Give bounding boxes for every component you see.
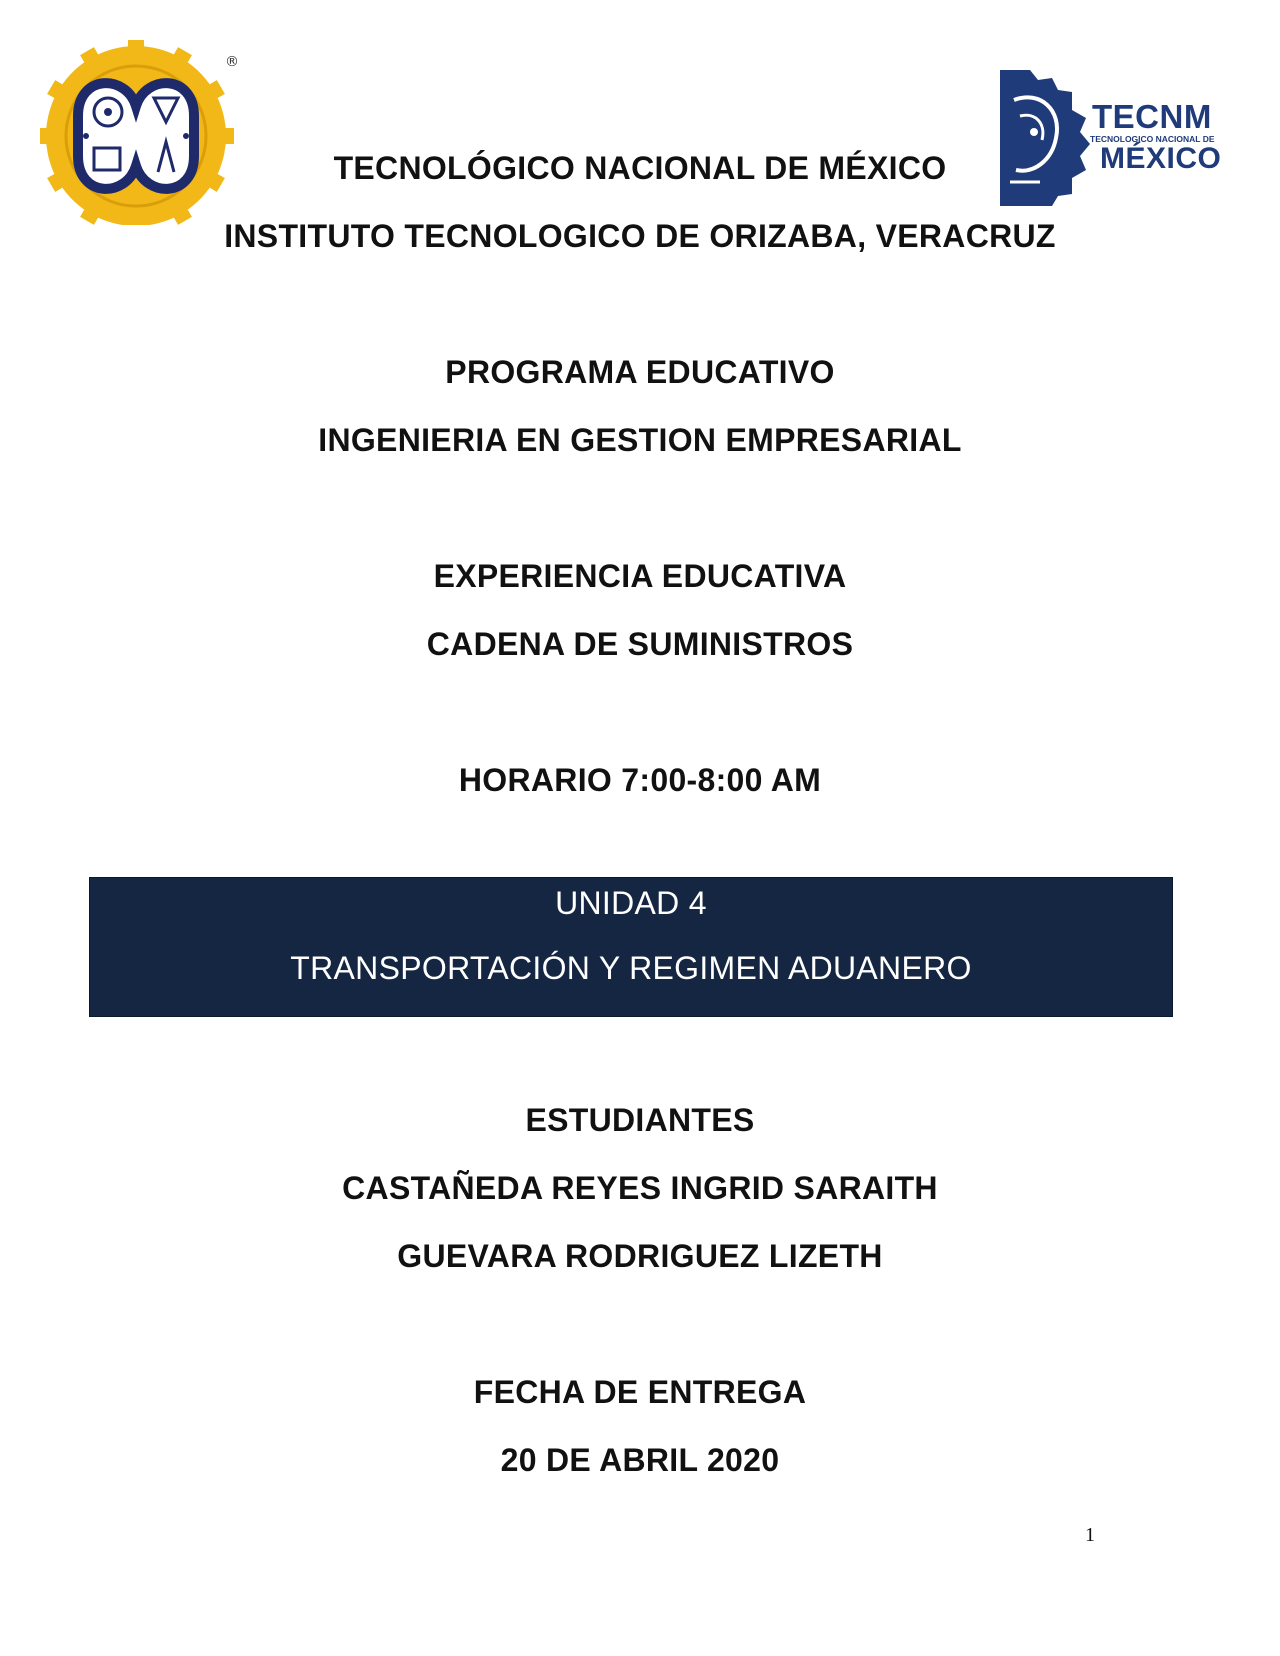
registered-mark: ® (225, 54, 239, 70)
delivery-label: FECHA DE ENTREGA (473, 1374, 807, 1410)
national-title: TECNOLÓGICO NACIONAL DE MÉXICO (333, 150, 947, 186)
unit-title: UNIDAD 4 (555, 885, 707, 921)
institute-title: INSTITUTO TECNOLOGICO DE ORIZABA, VERACRUZ (224, 218, 1056, 254)
schedule: HORARIO 7:00-8:00 AM (458, 762, 822, 798)
students-label: ESTUDIANTES (525, 1102, 755, 1138)
ito-gear-logo (40, 40, 240, 225)
program-value: INGENIERIA EN GESTION EMPRESARIAL (318, 422, 962, 458)
student-name: GUEVARA RODRIGUEZ LIZETH (397, 1238, 883, 1274)
tecnm-subtitle: TECNOLOGICO NACIONAL DE (1090, 134, 1215, 144)
experience-label: EXPERIENCIA EDUCATIVA (433, 558, 847, 594)
unit-banner (89, 877, 1173, 1017)
page-number: 1 (1085, 1524, 1095, 1546)
experience-value: CADENA DE SUMINISTROS (426, 626, 854, 662)
student-name: CASTAÑEDA REYES INGRID SARAITH (342, 1170, 938, 1206)
program-label: PROGRAMA EDUCATIVO (445, 354, 835, 390)
unit-subtitle: TRANSPORTACIÓN Y REGIMEN ADUANERO (290, 950, 972, 986)
delivery-date: 20 DE ABRIL 2020 (500, 1442, 780, 1478)
tecnm-wordmark: TECNM (1092, 98, 1212, 135)
tecnm-country: MÉXICO (1100, 142, 1222, 175)
